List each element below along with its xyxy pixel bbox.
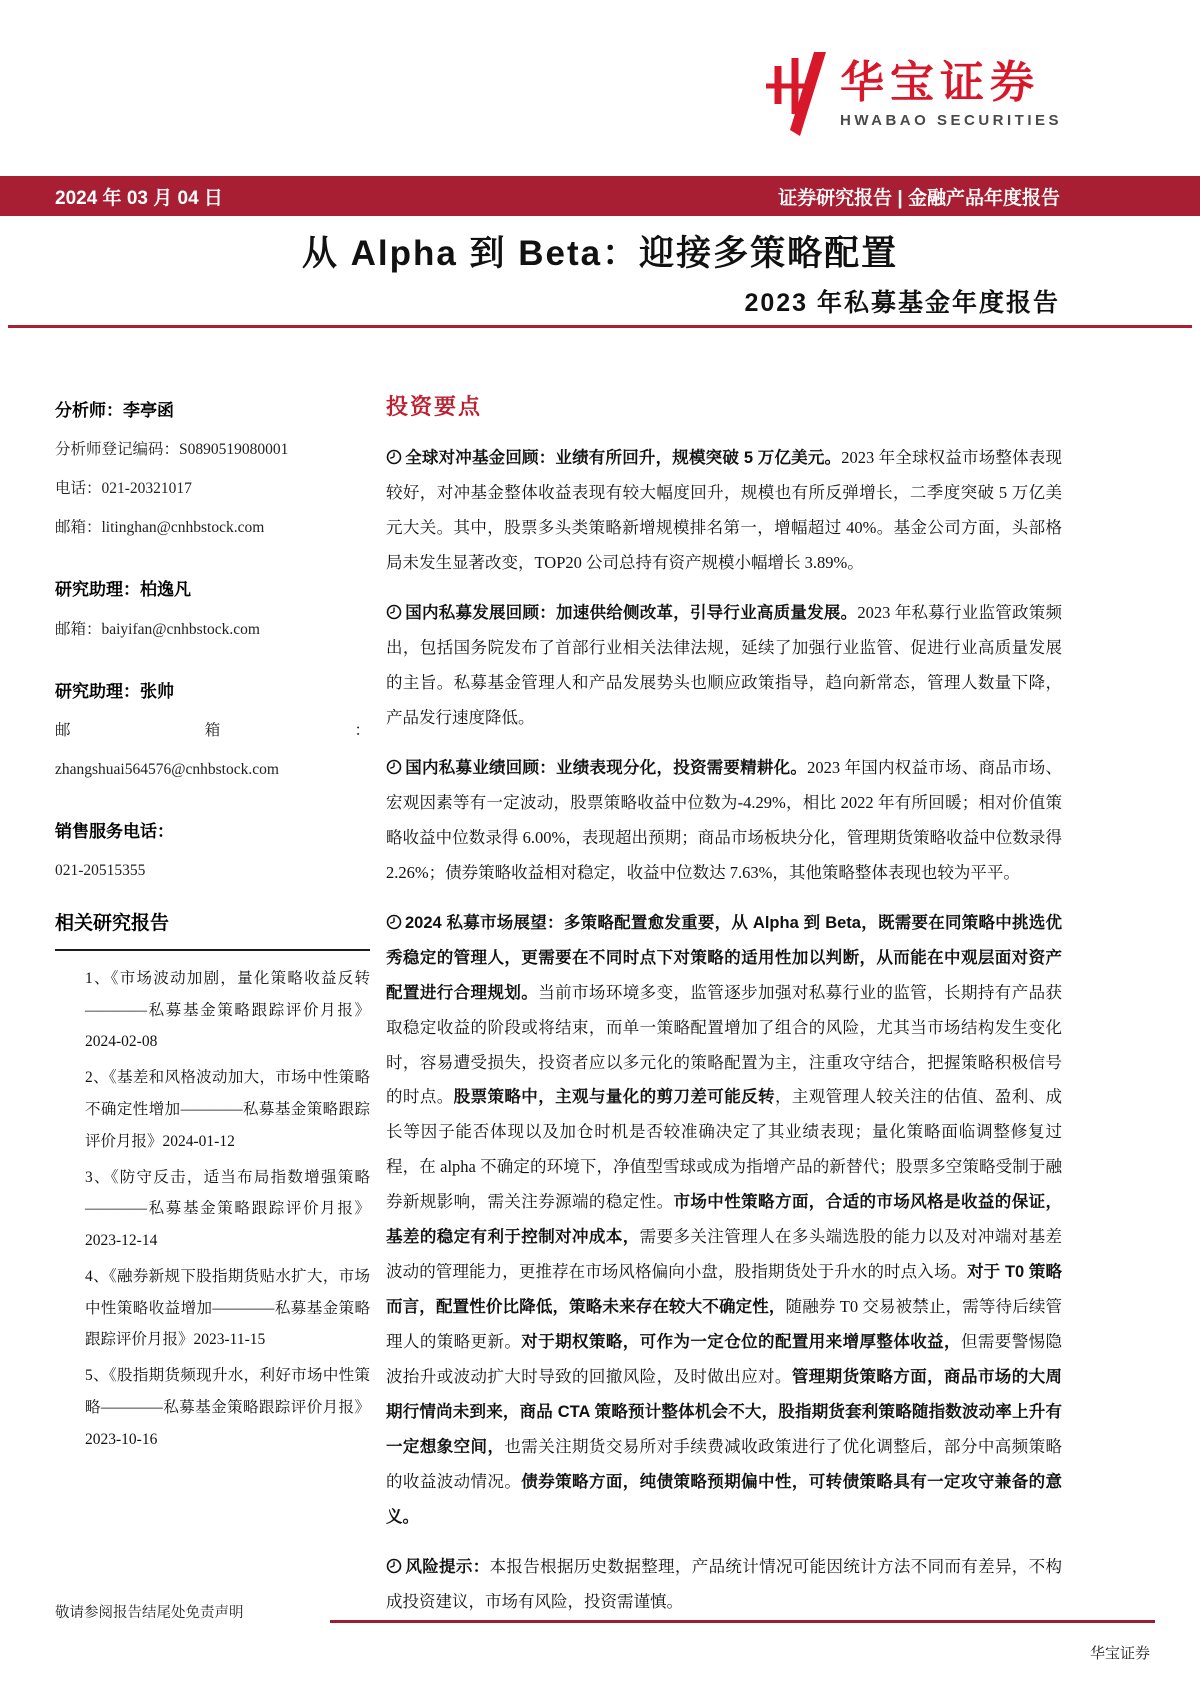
report-banner bbox=[0, 176, 1200, 216]
text-segment: 2023 年全球权益市场整体表现较好，对冲基金整体收益表现有较大幅度回升，规模也有所反弹增长，二季度突破 5 万亿美元大关。其中，股票多头类策略新增规模排名第一，增幅超过 40%。基金公司方面，头部格局未发生显著改变，TOP20 公司总持有资产规模小幅增长 3.89%。 bbox=[386, 448, 1062, 572]
text-segment: 随融券 T0 交易被禁止，需等待后续管理人的策略更新。 bbox=[386, 1297, 1062, 1352]
bold-segment: 2024 私募市场展望：多策略配置愈发重要，从 Alpha 到 Beta，既需要在同策略中挑选优秀稳定的管理人，更需要在不同时点下对策略的适用性加以判断，从而能在中观层面对资产配置进行合理规划。 bbox=[386, 913, 1062, 1002]
investment-point-paragraph bbox=[386, 596, 1062, 736]
clock-bullet-icon bbox=[386, 449, 402, 465]
bold-segment: 对于 T0 策略而言，配置性价比降低，策略未来存在较大不确定性， bbox=[386, 1263, 1062, 1317]
page-subtitle: 2023 年私募基金年度报告 bbox=[744, 289, 1060, 317]
bold-segment: 国内私募发展回顾：加速供给侧改革，引导行业高质量发展。 bbox=[405, 603, 858, 622]
text-segment: ，主观管理人较关注的估值、盈利、成长等因子能否体现以及加仓时机是否较准确决定了其业绩表现；量化策略面临调整修复过程，在 alpha 不确定的环境下，净值型雪球或成为指增产品的新替代；股票多空策略受制于融券新规影响，需关注券源端的稳定性。 bbox=[386, 1087, 1063, 1212]
text-segment: 需要多关注管理人在多头端选股的能力以及对冲端对基差波动的管理能力，更推荐在市场风格偏向小盘，股指期货处于升水的时点入场。 bbox=[386, 1227, 1063, 1282]
text-segment: 2023 年国内权益市场、商品市场、宏观因素等有一定波动，股票策略收益中位数为-4.29%，相比 2022 年有所回暖；相对价值策略收益中位数录得 6.00%，表现超出预期；商品市场板块分化，管理期货策略收益中位数录得 2.26%；债券策略收益相对稳定，收益中位数达 7.63%，其他策略整体表现也较为平平。 bbox=[386, 757, 1063, 882]
title-divider bbox=[8, 325, 1192, 328]
analyst-name: 分析师：李亭函 bbox=[55, 401, 174, 420]
assistant1-name: 研究助理：柏逸凡 bbox=[55, 580, 191, 600]
footer-divider bbox=[330, 1620, 1155, 1623]
sales-phone-value: 021-20515355 bbox=[55, 862, 146, 880]
assistant2-email-label: 邮箱： bbox=[55, 722, 370, 740]
text-segment: 当前市场环境多变，监管逐步加强对私募行业的监管，长期持有产品获取稳定收益的阶段或将结束，而单一策略配置增加了组合的风险，尤其当市场结构发生变化时，容易遭受损失，投资者应以多元化的策略配置为主，注重攻守结合，把握策略积极信号的时点。 bbox=[386, 982, 1063, 1107]
investment-point-paragraph bbox=[386, 441, 1062, 581]
bold-segment: 管理期货策略方面，商品市场的大周期行情尚未到来，商品 CTA 策略预计整体机会不大，股指期货套利策略随指数波动率上升有一定想象空间， bbox=[386, 1368, 1063, 1457]
analyst-phone: 电话：021-20321017 bbox=[55, 480, 192, 498]
analyst-registration: 分析师登记编码：S0890519080001 bbox=[55, 441, 289, 459]
assistant2-email-value: zhangshuai564576@cnhbstock.com bbox=[55, 761, 279, 779]
assistant2-name: 研究助理：张帅 bbox=[55, 681, 174, 701]
text-segment: 也需关注期货交易所对手续费减收政策进行了优化调整后，部分中高频策略的收益波动情况。 bbox=[386, 1437, 1063, 1492]
logo-chinese-name: 华宝证券 bbox=[839, 58, 1040, 108]
report-category: 证券研究报告 | 金融产品年度报告 bbox=[778, 187, 1060, 209]
page-title: 从 Alpha 到 Beta：迎接多策略配置 bbox=[301, 234, 899, 273]
related-reports-heading: 相关研究报告 bbox=[55, 909, 370, 950]
related-report-item: 2、《基差和风格波动加大，市场中性策略不确定性增加————私募基金策略跟踪评价月报》2024-01-12 bbox=[85, 1069, 370, 1150]
bold-segment: 股票策略中，主观与量化的剪刀差可能反转 bbox=[453, 1088, 775, 1107]
bold-segment: 国内私募业绩回顾：业绩表现分化，投资需要精耕化。 bbox=[405, 758, 808, 777]
bold-segment: 全球对冲基金回顾：业绩有所回升，规模突破 5 万亿美元。 bbox=[405, 449, 842, 467]
related-report-item: 5、《股指期货频现升水，利好市场中性策略————私募基金策略跟踪评价月报》2023-10-16 bbox=[85, 1367, 370, 1448]
report-date: 2024 年 03 月 04 日 bbox=[55, 187, 223, 209]
assistant1-email: 邮箱：baiyifan@cnhbstock.com bbox=[55, 620, 260, 638]
investment-point-paragraph bbox=[386, 906, 1062, 1535]
bold-segment: 市场中性策略方面，合适的市场风格是收益的保证，基差的稳定有利于控制对冲成本， bbox=[386, 1193, 1063, 1247]
spacer bbox=[55, 657, 370, 679]
related-reports-list bbox=[55, 951, 370, 1455]
spacer bbox=[55, 797, 370, 819]
logo-english-name: HWABAO SECURITIES bbox=[839, 111, 1062, 129]
analyst-email: 邮箱：litinghan@cnhbstock.com bbox=[55, 519, 265, 537]
main-column bbox=[386, 390, 1062, 1635]
clock-bullet-icon bbox=[386, 604, 402, 620]
related-report-item: 1、《市场波动加剧，量化策略收益反转————私募基金策略跟踪评价月报》2024-02-08 bbox=[85, 969, 370, 1051]
logo-text bbox=[840, 59, 1062, 128]
bold-segment: 债券策略方面，纯债策略预期偏中性，可转债策略具有一定攻守兼备的意义。 bbox=[386, 1473, 1063, 1527]
text-segment: 本报告根据历史数据整理，产品统计情况可能因统计方法不同而有差异，不构成投资建议，市场有风险，投资需谨慎。 bbox=[386, 1557, 1063, 1612]
investment-points-body bbox=[386, 441, 1062, 1620]
clock-bullet-icon bbox=[386, 1558, 402, 1574]
investment-points-heading: 投资要点 bbox=[386, 394, 483, 419]
footer-disclaimer: 敬请参阅报告结尾处免责声明 bbox=[55, 1605, 244, 1621]
text-segment: 但需要警惕隐波抬升或波动扩大时导致的回撤风险，及时做出应对。 bbox=[386, 1332, 1063, 1387]
related-report-item: 4、《融券新规下股指期货贴水扩大，市场中性策略收益增加————私募基金策略跟踪评价月报》2023-11-15 bbox=[85, 1267, 370, 1349]
footer-brand: 华宝证券 bbox=[1089, 1646, 1150, 1662]
clock-bullet-icon bbox=[386, 759, 402, 775]
spacer bbox=[55, 555, 370, 577]
hwabao-logo-mark-icon bbox=[762, 52, 826, 136]
hwabao-logo bbox=[762, 52, 1062, 136]
related-report-item: 3、《防守反击，适当布局指数增强策略————私募基金策略跟踪评价月报》2023-12-14 bbox=[85, 1168, 370, 1250]
clock-bullet-icon bbox=[386, 914, 402, 930]
bold-segment: 对于期权策略，可作为一定仓位的配置用来增厚整体收益， bbox=[521, 1333, 961, 1352]
text-segment: 2023 年私募行业监管政策频出，包括国务院发布了首部行业相关法律法规，延续了加强行业监管、促进行业高质量发展的主旨。私募基金管理人和产品发展势头也顺应政策指导，趋向新常态，管理人数量下降，产品发行速度降低。 bbox=[386, 602, 1063, 727]
sidebar bbox=[55, 398, 370, 1459]
sales-phone-label: 销售服务电话： bbox=[55, 822, 174, 842]
investment-point-paragraph bbox=[386, 751, 1062, 891]
investment-point-paragraph bbox=[386, 1550, 1062, 1620]
bold-segment: 风险提示： bbox=[405, 1558, 490, 1577]
